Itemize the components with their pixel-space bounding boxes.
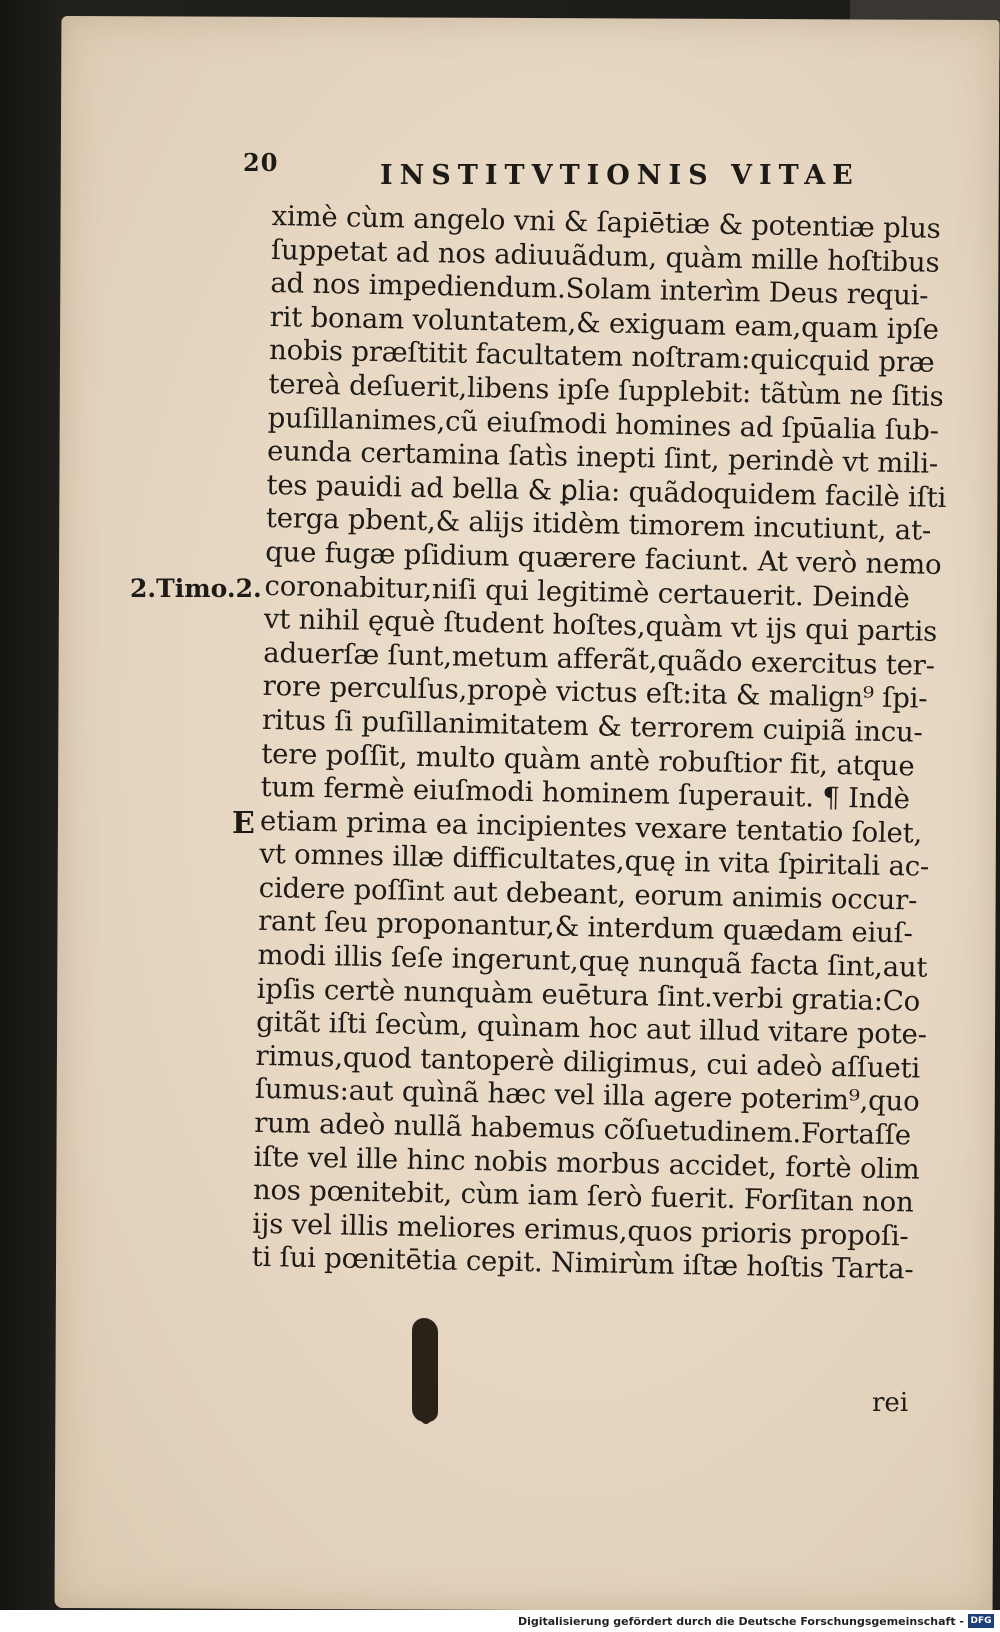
text-line: tere poſſit, multo quàm antè robuſtior fit, atque [261, 737, 915, 782]
text-line: ijs vel illis meliores erimus,quos prioris propoſi- [252, 1207, 909, 1253]
text-line: rimus,quod tantoperè diligimus, cui adeò aſſueti [255, 1039, 921, 1085]
text-line: coronabitur,niſi qui legitimè certauerit. Deindè [264, 569, 910, 614]
text-line: ipſis certè nunquàm euētura ſint.verbi gratia:Co [256, 972, 921, 1018]
text-line: puſillanimes,cũ eiuſmodi homines ad ſpūalia ſub- [267, 401, 940, 447]
text-line: rore perculſus,propè victus eſt:ita & malign⁹ ſpi- [262, 670, 928, 715]
text-line: ſuppetat ad nos adiuuãdum, quàm mille hoſtibus [270, 233, 940, 279]
text-line: ti ſui pœnitētia cepit. Nimirùm iſtæ hoſtis Tarta- [251, 1241, 914, 1286]
dfg-logo-icon: DFG [968, 1614, 994, 1628]
text-line: rum adeò nullã habemus cõſuetudinem.Fortaſſe [253, 1106, 912, 1152]
body-text [251, 200, 947, 1287]
text-line: eunda certamina ſatìs inepti ſint, perindè vt mili- [266, 435, 939, 480]
catchword: rei [872, 1388, 909, 1418]
page-number: 20 [243, 148, 279, 177]
text-line: vt nihil ęquè ſtudent hoſtes,quàm vt ijs qui partis [263, 603, 938, 648]
text-line: etiam prima ea incipientes vexare tentatio ſolet, [259, 804, 923, 850]
digitization-footer [0, 1610, 1000, 1632]
text-line: terga pbent,& alijs itidèm timorem incutiunt, at- [265, 502, 932, 548]
text-line: aduerſæ ſunt,metum afferãt,quãdo exercitus ter- [263, 636, 936, 682]
text-line: cidere poſſint aut debeant, eorum animis occur- [258, 871, 918, 917]
text-line: rant ſeu proponantur,& interdum quædam eiuſ- [257, 905, 913, 950]
text-line: ritus ſi puſillanimitatem & terrorem cuipiã incu- [261, 703, 923, 749]
marginal-scripture-reference: 2.Timo.2. [130, 574, 262, 603]
text-line: modi illis ſeſe ingerunt,quę nunquã facta ſint,aut [257, 938, 928, 984]
text-line: iſte vel ille hinc nobis morbus accidet, fortè olim [253, 1140, 920, 1186]
marginal-section-letter: E [232, 806, 255, 841]
text-line: tes pauidi ad bella & ꝑlia: quãdoquidem facilè iſti [266, 468, 947, 514]
text-line: que fugæ pſidium quærere faciunt. At verò nemo [264, 535, 942, 581]
text-line: ad nos impediendum.Solam interìm Deus requi- [270, 267, 929, 312]
ink-blot [412, 1318, 438, 1422]
text-line: nobis præſtitit facultatem noſtram:quicquid præ [268, 334, 935, 380]
text-line: nos pœnitebit, cùm iam ſerò fuerit. Forſitan non [252, 1174, 914, 1219]
text-line: vt omnes illæ difficultates,quę in vita ſpiritali ac- [259, 838, 930, 884]
funding-credit: Digitalisierung gefördert durch die Deutsche Forschungsgemeinschaft - [517, 1615, 964, 1628]
text-line: rit bonam voluntatem,& exiguam eam,quam ipſe [269, 300, 940, 346]
running-head: INSTITVTIONIS VITAE [380, 160, 860, 191]
text-line: tereà deſuerit,libens ipſe ſupplebit: tãtùm ne ſitis [268, 367, 944, 413]
text-line: ſumus:aut quìnã hæc vel illa agere poterim⁹,quo [254, 1073, 920, 1119]
text-line: ximè cùm angelo vni & ſapiētiæ & potentiæ plus [271, 200, 941, 245]
text-line: gitãt iſti ſecùm, quìnam hoc aut illud vitare pote- [255, 1006, 928, 1051]
text-line: tum fermè eiuſmodi hominem ſuperauit. ¶ Indè [260, 770, 911, 816]
